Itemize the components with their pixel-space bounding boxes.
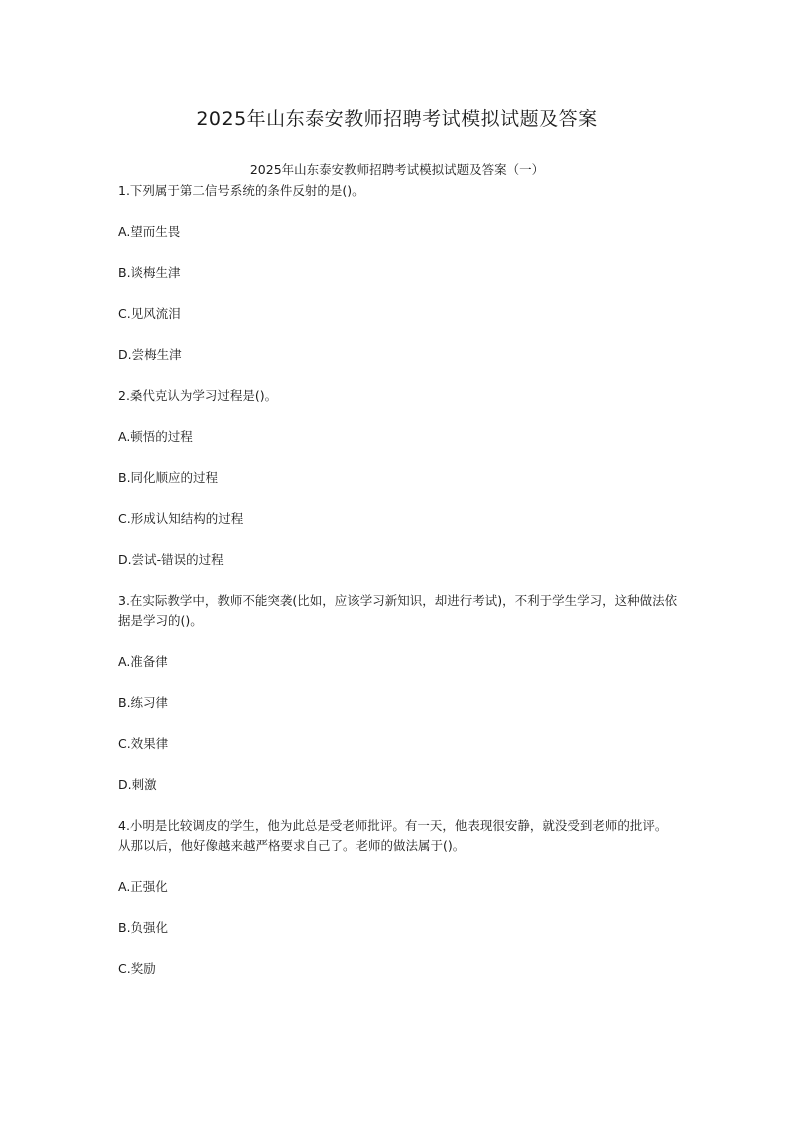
question-option: C.见风流泪 <box>118 306 181 321</box>
question-option: C.奖励 <box>118 961 156 976</box>
question-option: A.正强化 <box>118 879 168 894</box>
question-2 <box>118 386 678 570</box>
question-option: D.尝梅生津 <box>118 347 182 362</box>
question-option: C.形成认知结构的过程 <box>118 511 244 526</box>
question-stem: 1.下列属于第二信号系统的条件反射的是()。 <box>118 183 365 198</box>
question-option: A.顿悟的过程 <box>118 429 193 444</box>
question-option: B.谈梅生津 <box>118 265 181 280</box>
question-option: A.准备律 <box>118 654 168 669</box>
question-option: A.望而生畏 <box>118 224 181 239</box>
question-4 <box>118 816 678 979</box>
question-option: B.同化顺应的过程 <box>118 470 219 485</box>
question-stem: 2.桑代克认为学习过程是()。 <box>118 388 278 403</box>
question-option: C.效果律 <box>118 736 169 751</box>
question-1 <box>118 181 678 365</box>
section-title: 2025年山东泰安教师招聘考试模拟试题及答案（一） <box>249 162 545 177</box>
question-option: D.刺激 <box>118 777 157 792</box>
question-stem: 4.小明是比较调皮的学生，他为此总是受老师批评。有一天，他表现很安静，就没受到老师的批评。从那以后，他好像越来越严格要求自己了。老师的做法属于()。 <box>118 818 668 853</box>
question-option: D.尝试-错误的过程 <box>118 552 224 567</box>
question-option: B.负强化 <box>118 920 169 935</box>
question-stem: 3.在实际教学中，教师不能突袭(比如，应该学习新知识，却进行考试)，不利于学生学习，这种做法依据是学习的()。 <box>118 593 678 628</box>
question-list <box>118 181 678 1000</box>
question-option: B.练习律 <box>118 695 169 710</box>
question-3 <box>118 591 678 795</box>
document-title: 2025年山东泰安教师招聘考试模拟试题及答案 <box>196 108 598 130</box>
